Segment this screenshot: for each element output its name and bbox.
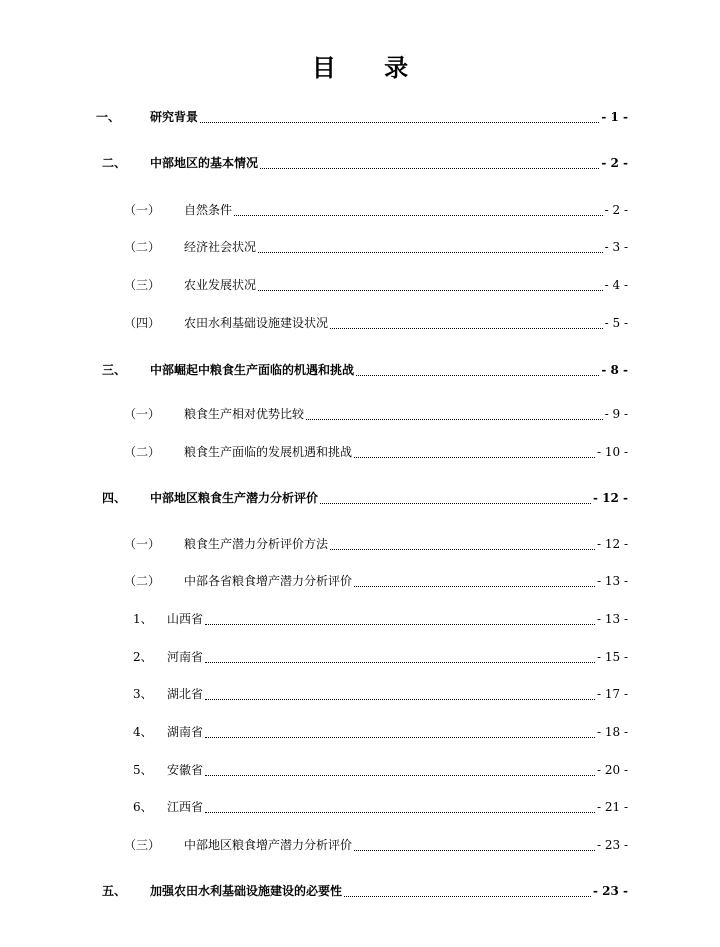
toc-entry-number: 3、 (133, 687, 153, 701)
toc-entry-page: - 12 - (592, 491, 628, 505)
toc-entry-number: 一、 (96, 110, 121, 124)
toc-entry[interactable] (102, 361, 628, 379)
toc-entry-label: 自然条件 (184, 203, 233, 217)
leader-dots (320, 491, 591, 504)
toc-entry[interactable] (133, 648, 628, 666)
toc-entry-page: - 10 - (596, 445, 628, 459)
toc-entry-page: - 12 - (596, 537, 628, 551)
toc-entry[interactable] (124, 572, 628, 590)
toc-entry-number: 四、 (102, 491, 127, 505)
toc-entry-label: 粮食生产相对优势比较 (184, 407, 305, 421)
toc-entry-page: - 2 - (601, 156, 628, 170)
toc-entry-number: 4、 (133, 725, 153, 739)
toc-entry-page: - 1 - (601, 110, 628, 124)
toc-entry-number: 二、 (102, 156, 127, 170)
toc-entry[interactable] (124, 238, 628, 256)
toc-entry-number: 2、 (133, 650, 153, 664)
toc-entry[interactable] (124, 314, 628, 332)
leader-dots (200, 110, 599, 123)
toc-entry-label: 河南省 (167, 650, 204, 664)
toc-entry-label: 中部地区粮食增产潜力分析评价 (184, 838, 353, 852)
toc-entry[interactable] (133, 610, 628, 628)
leader-dots (205, 725, 595, 738)
toc-entry-label: 江西省 (167, 800, 204, 814)
leader-dots (205, 800, 595, 813)
toc-entry[interactable] (124, 276, 628, 294)
toc-entry-label: 湖南省 (167, 725, 204, 739)
toc-entry-label: 粮食生产潜力分析评价方法 (184, 537, 329, 551)
toc-entry-label: 研究背景 (150, 110, 199, 124)
toc-entry[interactable] (133, 798, 628, 816)
toc-entry-page: - 3 - (604, 240, 628, 254)
leader-dots (354, 574, 595, 587)
toc-entry-page: - 5 - (604, 316, 628, 330)
leader-dots (234, 203, 603, 216)
toc-entry-number: （一） (124, 407, 161, 421)
toc-entry-page: - 20 - (596, 763, 628, 777)
toc-entry-page: - 21 - (596, 800, 628, 814)
leader-dots (258, 278, 603, 291)
toc-entry-page: - 23 - (592, 884, 628, 898)
toc-entry-label: 农业发展状况 (184, 278, 257, 292)
toc-entry-label: 中部各省粮食增产潜力分析评价 (184, 574, 353, 588)
toc-entry-page: - 23 - (596, 838, 628, 852)
toc-entry-number: （四） (124, 316, 161, 330)
toc-entry-page: - 9 - (604, 407, 628, 421)
toc-entry-label: 中部地区粮食生产潜力分析评价 (150, 491, 319, 505)
toc-entry-page: - 13 - (596, 612, 628, 626)
toc-entry-number: （一） (124, 203, 161, 217)
toc-entry-number: 6、 (133, 800, 153, 814)
toc-title: 目 录 (311, 53, 429, 82)
toc-entry-label: 加强农田水利基础设施建设的必要性 (150, 884, 343, 898)
leader-dots (356, 363, 599, 376)
leader-dots (306, 407, 603, 420)
leader-dots (205, 763, 595, 776)
toc-entry[interactable] (124, 443, 628, 461)
toc-entry-label: 农田水利基础设施建设状况 (184, 316, 329, 330)
toc-entry-page: - 8 - (601, 363, 628, 377)
toc-entry[interactable] (124, 405, 628, 423)
leader-dots (330, 537, 595, 550)
toc-entry[interactable] (96, 108, 628, 126)
leader-dots (205, 650, 595, 663)
toc-entry-number: （二） (124, 445, 161, 459)
toc-entry-number: （二） (124, 574, 161, 588)
toc-entry-label: 安徽省 (167, 763, 204, 777)
leader-dots (205, 687, 595, 700)
toc-entry-page: - 13 - (596, 574, 628, 588)
toc-entry-number: 5、 (133, 763, 153, 777)
toc-entry[interactable] (133, 723, 628, 741)
leader-dots (260, 156, 599, 169)
toc-entry-label: 中部地区的基本情况 (150, 156, 259, 170)
toc-entry[interactable] (124, 535, 628, 553)
toc-entry-number: （三） (124, 278, 161, 292)
toc-entry-page: - 15 - (596, 650, 628, 664)
toc-entry-label: 粮食生产面临的发展机遇和挑战 (184, 445, 353, 459)
toc-entry-page: - 18 - (596, 725, 628, 739)
toc-entry-page: - 4 - (604, 278, 628, 292)
toc-entry-label: 经济社会状况 (184, 240, 257, 254)
toc-entry-number: （三） (124, 838, 161, 852)
toc-entry-number: 三、 (102, 363, 127, 377)
leader-dots (344, 884, 591, 897)
toc-entry[interactable] (133, 685, 628, 703)
toc-entry-page: - 17 - (596, 687, 628, 701)
leader-dots (354, 445, 595, 458)
toc-entry[interactable] (102, 154, 628, 172)
toc-entry[interactable] (102, 882, 628, 900)
toc-entry-number: 1、 (133, 612, 153, 626)
leader-dots (330, 316, 603, 329)
toc-entry-number: （二） (124, 240, 161, 254)
toc-entry[interactable] (133, 761, 628, 779)
leader-dots (258, 240, 603, 253)
toc-entry-number: 五、 (102, 884, 127, 898)
toc-entry-label: 湖北省 (167, 687, 204, 701)
toc-entry-label: 中部崛起中粮食生产面临的机遇和挑战 (150, 363, 355, 377)
toc-entry[interactable] (124, 201, 628, 219)
toc-entry[interactable] (124, 836, 628, 854)
toc-entry-number: （一） (124, 537, 161, 551)
leader-dots (205, 612, 595, 625)
toc-entry-label: 山西省 (167, 612, 204, 626)
leader-dots (354, 838, 595, 851)
toc-entry[interactable] (102, 489, 628, 507)
toc-entry-page: - 2 - (604, 203, 628, 217)
